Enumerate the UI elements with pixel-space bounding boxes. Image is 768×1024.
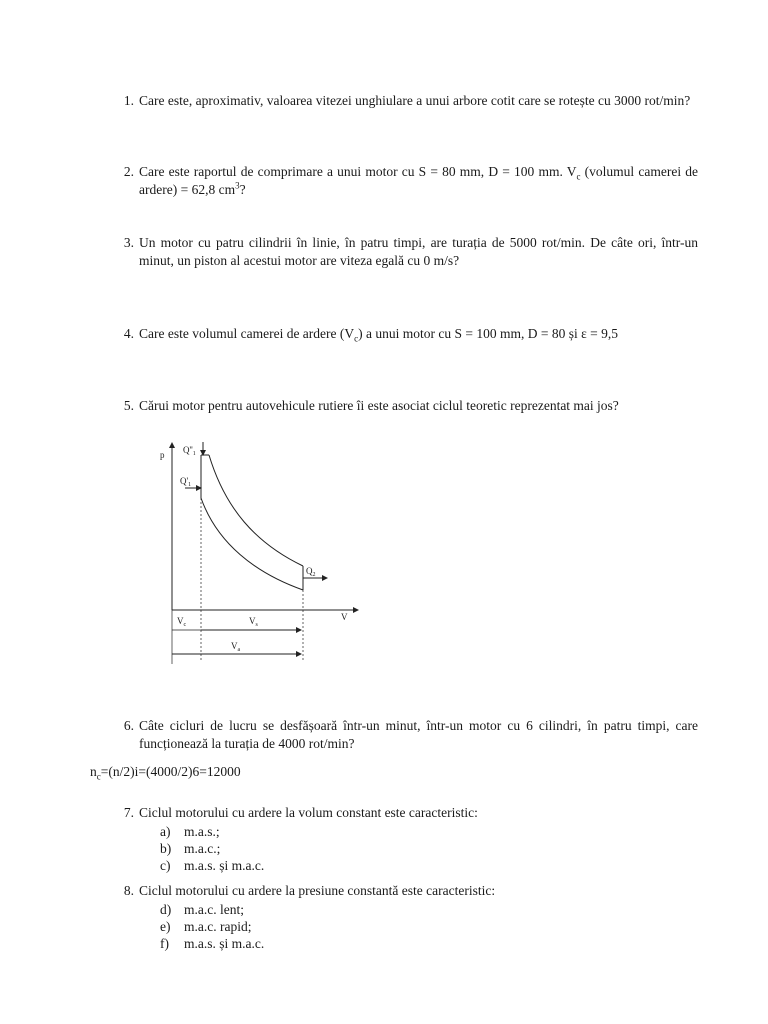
q2-label: $Q_2$ bbox=[306, 566, 316, 578]
compression-curve bbox=[201, 498, 303, 590]
question-2 bbox=[112, 163, 698, 199]
question-text: Cărui motor pentru autovehicule rutiere îi este asociat ciclul teoretic reprezentat mai jos? bbox=[139, 398, 619, 413]
question-text: Care este raportul de comprimare a unui motor cu S = 80 mm, D = 100 mm. $V_c$ (volumul camerei de ardere) = 62,8 $cm^3$? bbox=[139, 164, 698, 197]
question-4 bbox=[112, 325, 698, 343]
question-number: 3. bbox=[123, 235, 134, 250]
question-number: 7. bbox=[123, 805, 134, 820]
question-3 bbox=[112, 234, 698, 270]
question-number: 6. bbox=[123, 718, 134, 733]
question-1 bbox=[112, 92, 698, 110]
q1p-label: $Q'_1$ bbox=[180, 476, 192, 488]
question-text: Care este volumul camerei de ardere $(V_c)$ a unui motor cu S = 100 mm, D = 80 și ε = 9,5 bbox=[139, 326, 619, 344]
question-text: Care este, aproximativ, valoarea vitezei unghiulare a unui arbore cotit care se rotește cu 3000 rot/min? bbox=[139, 93, 691, 108]
question-number: 8. bbox=[123, 883, 134, 898]
question-text: Ciclul motorului cu ardere la volum constant este caracteristic: bbox=[139, 805, 478, 820]
va-label: $V_a$ bbox=[231, 641, 241, 653]
question-number: 2. bbox=[123, 164, 134, 179]
q1pp-label: $Q''_1$ bbox=[183, 445, 196, 457]
question-number: 1. bbox=[123, 93, 134, 108]
question-text: Câte cicluri de lucru se desfășoară într-un minut, într-un motor cu 6 cilindri, în patru timpi, care funcționează la turația de 4000 rot/min? bbox=[139, 718, 698, 751]
v-axis-label: V bbox=[341, 612, 348, 622]
pv-cycle-diagram bbox=[155, 428, 375, 668]
question-number: 5. bbox=[123, 398, 134, 413]
question-number: 4. bbox=[123, 326, 134, 341]
question-text: Un motor cu patru cilindrii în linie, în patru timpi, are turația de 5000 rot/min. De câte ori, într-un minut, un piston al acestui motor are viteza egală cu 0 m/s? bbox=[139, 235, 698, 268]
option-f: f) m.a.s. și m.a.c. bbox=[160, 936, 265, 951]
question-6 bbox=[112, 717, 698, 753]
question-7 bbox=[112, 804, 698, 822]
option-c: c) m.a.s. și m.a.c. bbox=[160, 858, 265, 873]
vs-label: $V_s$ bbox=[249, 616, 258, 628]
question-text: Ciclul motorului cu ardere la presiune constantă este caracteristic: bbox=[139, 883, 496, 898]
option-b: b) m.a.c.; bbox=[160, 841, 221, 856]
option-d: d) m.a.c. lent; bbox=[160, 902, 244, 917]
vc-label: $V_c$ bbox=[177, 616, 187, 628]
option-e: e) m.a.c. rapid; bbox=[160, 919, 252, 934]
expansion-curve bbox=[209, 455, 303, 566]
question-8 bbox=[112, 882, 698, 900]
question-5 bbox=[112, 397, 698, 415]
option-a: a) m.a.s.; bbox=[160, 824, 220, 839]
p-axis-label: p bbox=[160, 450, 165, 460]
formula-answer: $n_c=(n/2)i=(4000/2)6=12000$ bbox=[90, 764, 241, 782]
